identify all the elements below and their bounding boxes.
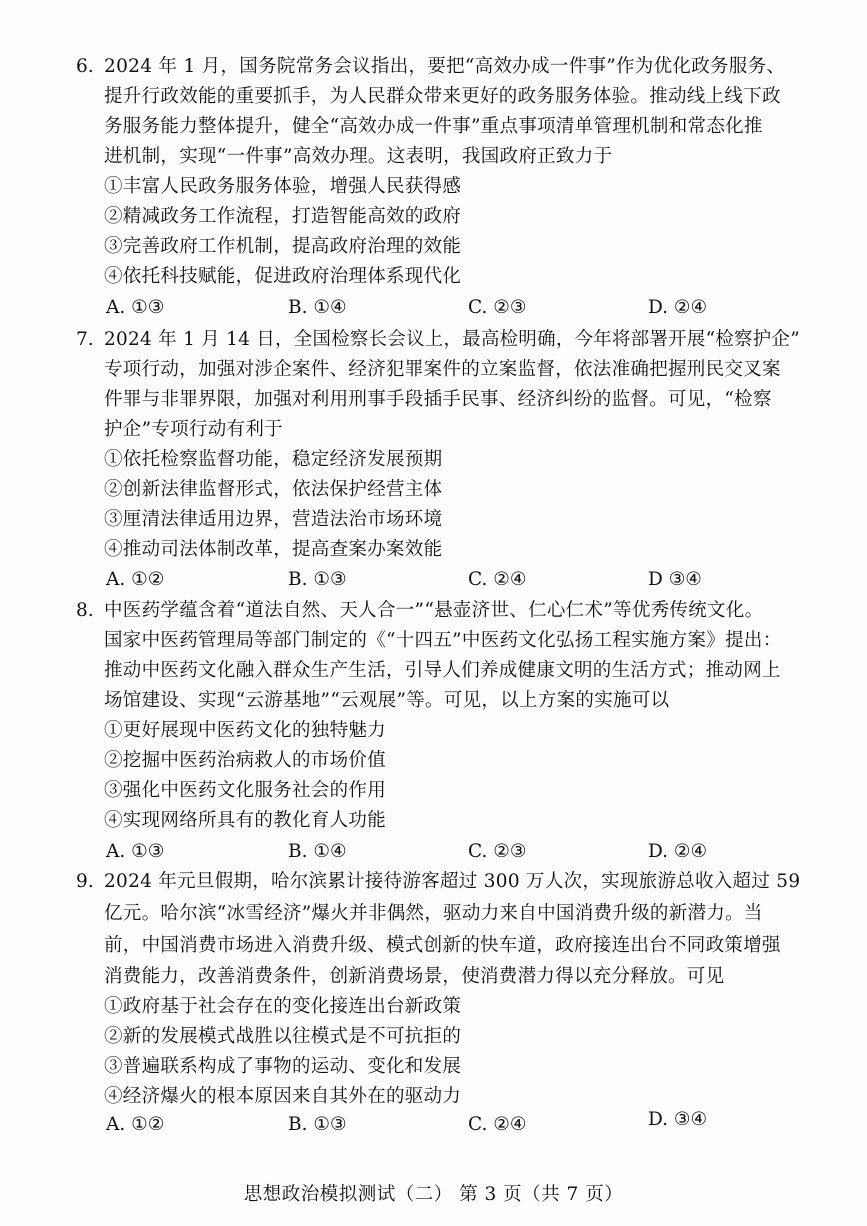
- statement: ③强化中医药文化服务社会的作用: [104, 780, 387, 801]
- statement: ②创新法律监督形式，依法保护经营主体: [104, 479, 443, 500]
- question-stem-line: 前，中国消费市场进入消费升级、模式创新的快车道，政府接连出台不同政策增强: [104, 935, 781, 956]
- statement: ①丰富人民政务服务体验，增强人民获得感: [104, 176, 462, 197]
- option-a: A. ①③: [106, 297, 165, 318]
- option-b: B. ①④: [288, 841, 347, 862]
- statement: ①依托检察监督功能，稳定经济发展预期: [104, 449, 443, 470]
- question-stem-line: 务服务能力整体提升，健全“高效办成一件事”重点事项清单管理机制和常态化推: [104, 116, 763, 137]
- option-b: B. ①④: [288, 297, 347, 318]
- question-stem-line: 2024 年 1 月，国务院常务会议指出，要把“高效办成一件事”作为优化政务服务、: [104, 56, 786, 77]
- statement: ②挖掘中医药治病救人的市场价值: [104, 750, 387, 771]
- page-footer: 思想政治模拟测试（二） 第 3 页（共 7 页）: [243, 1184, 624, 1205]
- statement: ④经济爆火的根本原因来自其外在的驱动力: [104, 1086, 462, 1107]
- statement: ①政府基于社会存在的变化接连出台新政策: [104, 996, 462, 1017]
- question-stem-line: 推动中医药文化融入群众生产生活，引导人们养成健康文明的生活方式；推动网上: [104, 660, 781, 681]
- question-stem-line: 消费能力，改善消费条件，创新消费场景，使消费潜力得以充分释放。可见: [104, 966, 725, 987]
- option-d: D. ②④: [648, 297, 708, 318]
- option-b: B. ①③: [288, 1114, 347, 1135]
- statement: ③完善政府工作机制，提高政府治理的效能: [104, 236, 462, 257]
- option-d: D ③④: [648, 569, 702, 590]
- statement: ②精减政务工作流程，打造智能高效的政府: [104, 206, 462, 227]
- statement: ④推动司法体制改革，提高查案办案效能: [104, 539, 443, 560]
- statement: ③厘清法律适用边界，营造法治市场环境: [104, 509, 443, 530]
- question-stem-line: 场馆建设、实现“云游基地”“云观展”等。可见，以上方案的实施可以: [104, 690, 670, 711]
- question-number: 8.: [76, 600, 94, 621]
- question-stem-line: 专项行动，加强对涉企案件、经济犯罪案件的立案监督，依法准确把握刑民交叉案: [104, 359, 781, 380]
- option-c: C. ②④: [468, 1114, 527, 1135]
- question-stem-line: 2024 年元旦假期，哈尔滨累计接待游客超过 300 万人次，实现旅游总收入超过 59: [104, 871, 801, 892]
- option-a: A. ①③: [106, 841, 165, 862]
- statement: ②新的发展模式战胜以往模式是不可抗拒的: [104, 1026, 462, 1047]
- question-stem-line: 提升行政效能的重要抓手，为人民群众带来更好的政务服务体验。推动线上线下政: [104, 86, 781, 107]
- question-stem-line: 件罪与非罪界限，加强对利用刑事手段插手民事、经济纠纷的监督。可见，“检察: [104, 389, 772, 410]
- option-d: D. ②④: [648, 841, 708, 862]
- question-stem-line: 国家中医药管理局等部门制定的《“十四五”中医药文化弘扬工程实施方案》提出：: [104, 630, 782, 651]
- option-a: A. ①②: [106, 1114, 165, 1135]
- option-d: D. ③④: [648, 1109, 708, 1130]
- statement: ①更好展现中医药文化的独特魅力: [104, 720, 387, 741]
- question-stem-line: 2024 年 1 月 14 日，全国检察长会议上，最高检明确，今年将部署开展“检察护企”: [104, 329, 800, 350]
- option-c: C. ②③: [468, 297, 527, 318]
- statement: ④依托科技赋能，促进政府治理体系现代化: [104, 266, 462, 287]
- question-number: 6.: [76, 56, 94, 77]
- question-stem-line: 中医药学蕴含着“道法自然、天人合一”“悬壶济世、仁心仁术”等优秀传统文化。: [104, 600, 764, 621]
- option-b: B. ①③: [288, 569, 347, 590]
- question-stem-line: 进机制，实现“一件事”高效办理。这表明，我国政府正致力于: [104, 146, 613, 167]
- question-stem-line: 亿元。哈尔滨“冰雪经济”爆火并非偶然，驱动力来自中国消费升级的新潜力。当: [104, 903, 763, 924]
- statement: ④实现网络所具有的教化育人功能: [104, 810, 387, 831]
- question-number: 9.: [76, 871, 94, 892]
- question-stem-line: 护企”专项行动有利于: [104, 419, 283, 440]
- question-number: 7.: [76, 329, 94, 350]
- option-c: C. ②③: [468, 841, 527, 862]
- option-a: A. ①②: [106, 569, 165, 590]
- option-c: C. ②④: [468, 569, 527, 590]
- statement: ③普遍联系构成了事物的运动、变化和发展: [104, 1056, 462, 1077]
